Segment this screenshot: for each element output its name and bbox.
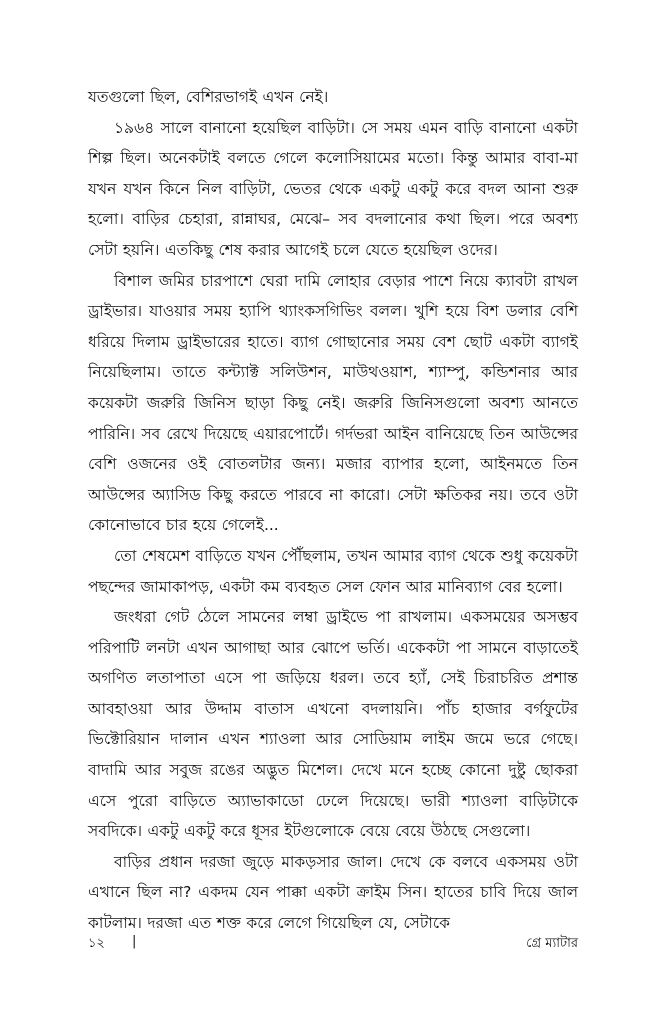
paragraph-5: জংধরা গেট ঠেলে সামনের লম্বা ড্রাইভে পা রাখলাম। একসময়ের অসম্ভব পরিপাটি লনটা এখন আগাছা আর ঝোপে ভর্তি। একেকটা পা সামনে বাড়াতেই অগণিত লতাপাতা এসে পা জড়িয়ে ধরল। তবে হ্যাঁ, সেই চিরাচরিত প্রশান্ত আবহাওয়া আর উদ্দাম বাতাস এখনো বদলায়নি। পাঁচ হাজার বর্গফুটের ভিক্টোরিয়ান দালান এখন শ্যাওলা আর সোডিয়াম লাইম জমে ভরে গেছে। বাদামি আর সবুজ রঙের অদ্ভুত মিশেল। দেখে মনে হচ্ছে কোনো দুষ্টু ছোকরা এসে পুরো বাড়িতে অ্যাভাকাডো ঢেলে দিয়েছে। ভারী শ্যাওলা বাড়িটাকে সবদিকে। একটু একটু করে ধূসর ইটগুলোকে বেয়ে বেয়ে উঠছে সেগুলো। <box>88 608 578 841</box>
page-number: ১২ <box>88 936 105 951</box>
paragraph-2: ১৯৬৪ সালে বানানো হয়েছিল বাড়িটা। সে সময় এমন বাড়ি বানানো একটা শিল্প ছিল। অনেকটাই বলতে গেলে কলোসিয়ামের মতো। কিন্তু আমার বাবা-মা যখন যখন কিনে নিল বাড়িটা, ভেতর থেকে একটু একটু করে বদল আনা শুরু হলো। বাড়ির চেহারা, রান্নাঘর, মেঝে– সব বদলানোর কথা ছিল। পরে অবশ্য সেটা হয়নি। এতকিছু শেষ করার আগেই চলে যেতে হয়েছিল ওদের। <box>88 118 578 259</box>
page-body <box>88 82 578 982</box>
paragraph-6: বাড়ির প্রধান দরজা জুড়ে মাকড়সার জাল। দেখে কে বলবে একসময় ওটা এখানে ছিল না? একদম যেন পাক্কা একটা ক্রাইম সিন। হাতের চাবি দিয়ে জাল কাটলাম। দরজা এত শক্ত করে লেগে গিয়েছিল যে, সেটাকে <box>88 852 578 933</box>
footer-separator: | <box>132 934 137 949</box>
paragraph-4: তো শেষমেশ বাড়িতে যখন পৌঁছলাম, তখন আমার ব্যাগ থেকে শুধু কয়েকটা পছন্দের জামাকাপড়, একটা কম ব্যবহৃত সেল ফোন আর মানিব্যাগ বের হলো। <box>88 546 578 596</box>
paragraph-3: বিশাল জমির চারপাশে ঘেরা দামি লোহার বেড়ার পাশে নিয়ে ক্যাবটা রাখল ড্রাইভার। যাওয়ার সময় হ্যাপি থ্যাংকসগিভিং বলল। খুশি হয়ে বিশ ডলার বেশি ধরিয়ে দিলাম ড্রাইভারের হাতে। ব্যাগ গোছানোর সময় বেশ ছোট একটা ব্যাগই নিয়েছিলাম। তাতে কন্ট্যাক্ট সলিউশন, মাউথওয়াশ, শ্যাম্পু, কন্ডিশনার আর কয়েকটা জরুরি জিনিস ছাড়া কিছু নেই। জরুরি জিনিসগুলো অবশ্য আনতে পারিনি। সব রেখে দিয়েছে এয়ারপোর্টে। গর্দভরা আইন বানিয়েছে তিন আউন্সের বেশি ওজনের ওই বোতলটার জন্য। মজার ব্যাপার হলো, আইনমতে তিন আউন্সের অ্যাসিড কিছু করতে পারবে না কারো। সেটা ক্ষতিকর নয়। তবে ওটা কোনোভাবে চার হয়ে গেলেই... <box>88 271 578 535</box>
running-title: গ্রে ম্যাটার <box>526 936 578 951</box>
paragraph-1: যতগুলো ছিল, বেশিরভাগই এখন নেই। <box>88 88 329 106</box>
page-footer <box>88 934 578 958</box>
